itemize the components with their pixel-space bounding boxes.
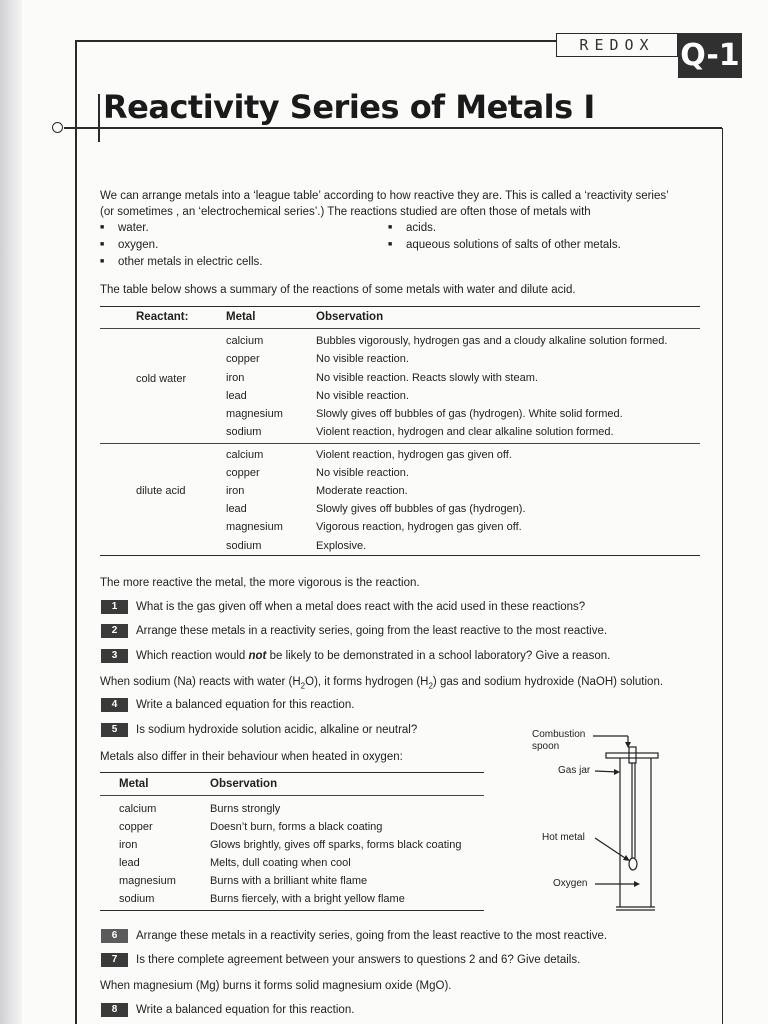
jar-lid: [606, 753, 658, 758]
question-number-4: 4: [101, 698, 128, 712]
table-cell: Explosive.: [316, 540, 367, 552]
title-underline: [64, 127, 722, 129]
table-cell: Burns strongly: [210, 803, 281, 815]
question-3-text-post: be likely to be demonstrated in a school laboratory? Give a reason.: [266, 650, 611, 662]
table-cell: Slowly gives off bubbles of gas (hydrogen). White solid formed.: [316, 408, 623, 420]
question-number-8: 8: [101, 1003, 128, 1017]
intro-line-2: (or sometimes , an ‘electrochemical series’.) The reactions studied are often those of metals with: [100, 206, 591, 218]
table-cell: copper: [119, 821, 153, 833]
table1-reactant-dilute-acid: dilute acid: [136, 485, 186, 497]
question-3-text-pre: Which reaction would: [136, 650, 249, 662]
bullet-cells: ■ other metals in electric cells.: [118, 254, 262, 270]
table-cell: Moderate reaction.: [316, 485, 408, 497]
bullet-oxygen: ■ oxygen.: [118, 237, 158, 253]
table-cell: sodium: [226, 426, 262, 438]
sodium-statement-a: When sodium (Na) reacts with water (H: [100, 676, 301, 688]
question-8-text: Write a balanced equation for this reaction.: [136, 1004, 355, 1016]
title-tick-mark: [98, 94, 100, 142]
table-cell: Slowly gives off bubbles of gas (hydrogen).: [316, 503, 526, 515]
table-cell: lead: [226, 503, 247, 515]
table1-reactant-cold-water: cold water: [136, 373, 187, 385]
table-cell: No visible reaction. Reacts slowly with steam.: [316, 372, 538, 384]
table1-header-metal: Metal: [226, 311, 256, 323]
table2-header-rule: [100, 795, 484, 796]
question-number-6: 6: [101, 929, 128, 943]
arrowhead-oxygen: [634, 881, 640, 887]
question-number-3: 3: [101, 649, 128, 663]
question-number-2: 2: [101, 624, 128, 638]
table1-group-rule: [100, 443, 700, 444]
question-7-text: Is there complete agreement between your answers to questions 2 and 6? Give details.: [136, 954, 581, 966]
sodium-statement-sub2: 2: [428, 681, 433, 691]
spoon-bowl: [629, 858, 637, 870]
label-gas-jar: Gas jar: [558, 765, 591, 776]
frame-right-rule: [722, 128, 723, 1024]
table-cell: iron: [226, 485, 245, 497]
spoon-top: [629, 747, 636, 763]
table-cell: magnesium: [226, 408, 283, 420]
table-cell: Violent reaction, hydrogen and clear alkaline solution formed.: [316, 426, 614, 438]
frame-top-rule: [75, 40, 556, 42]
sodium-statement-c: ) gas and sodium hydroxide (NaOH) solution.: [432, 676, 664, 688]
label-oxygen: Oxygen: [553, 878, 588, 889]
question-6-text: Arrange these metals in a reactivity series, going from the least reactive to the most reactive.: [136, 930, 608, 942]
arrow-hot-metal: [595, 838, 628, 860]
table-cell: Glows brightly, gives off sparks, forms black coating: [210, 839, 462, 851]
table2-header-observation: Observation: [210, 778, 278, 790]
table-cell: Burns with a brilliant white flame: [210, 875, 368, 887]
table-cell: iron: [119, 839, 138, 851]
table-cell: magnesium: [119, 875, 176, 887]
table-cell: magnesium: [226, 521, 283, 533]
table-cell: Violent reaction, hydrogen gas given off.: [316, 449, 512, 461]
table-cell: Burns fiercely, with a bright yellow flame: [210, 893, 405, 905]
table-cell: copper: [226, 353, 260, 365]
table-cell: No visible reaction.: [316, 353, 409, 365]
question-code-badge: Q-1: [678, 33, 742, 78]
question-3-text: [136, 649, 610, 663]
table-cell: calcium: [226, 335, 264, 347]
question-1-text: What is the gas given off when a metal does react with the acid used in these reactions?: [136, 601, 586, 613]
table-cell: lead: [119, 857, 140, 869]
table-cell: Bubbles vigorously, hydrogen gas and a cloudy alkaline solution formed.: [316, 335, 668, 347]
gas-jar-diagram: [520, 720, 680, 920]
table1-header-observation: Observation: [316, 311, 384, 323]
sodium-statement: [100, 674, 663, 694]
table-cell: calcium: [226, 449, 264, 461]
label-spoon: spoon: [532, 741, 560, 752]
label-combustion: Combustion: [532, 729, 586, 740]
bullet-salts: ■ aqueous solutions of salts of other metals.: [406, 237, 621, 253]
question-number-7: 7: [101, 953, 128, 967]
sodium-statement-sub1: 2: [300, 681, 306, 691]
bullet-acids: ■ acids.: [406, 220, 436, 236]
table-cell: lead: [226, 390, 247, 402]
question-number-5: 5: [101, 723, 128, 737]
intro-line-1: We can arrange metals into a ‘league table’ according to how reactive they are. This is called a ‘reactivity series’: [100, 190, 669, 202]
title-rule-circle: [52, 122, 63, 133]
question-2-text: Arrange these metals in a reactivity series, going from the least reactive to the most reactive.: [136, 625, 608, 637]
magnesium-statement: When magnesium (Mg) burns it forms solid magnesium oxide (MgO).: [100, 980, 452, 992]
page-title: Reactivity Series of Metals I: [103, 88, 595, 126]
arrowhead-gas-jar: [614, 769, 620, 775]
sodium-statement-b: O), it forms hydrogen (H: [305, 676, 429, 688]
table-cell: Doesn’t burn, forms a black coating: [210, 821, 383, 833]
table-cell: Melts, dull coating when cool: [210, 857, 351, 869]
question-number-1: 1: [101, 600, 128, 614]
table-intro: The table below shows a summary of the reactions of some metals with water and dilute acid.: [100, 284, 576, 296]
question-4-text: Write a balanced equation for this reaction.: [136, 699, 355, 711]
table-cell: sodium: [119, 893, 155, 905]
table1-header-reactant: Reactant:: [136, 311, 189, 323]
frame-left-rule: [75, 40, 77, 1024]
reactivity-statement: The more reactive the metal, the more vigorous is the reaction.: [100, 577, 420, 589]
question-5-text: Is sodium hydroxide solution acidic, alkaline or neutral?: [136, 724, 418, 736]
section-tag: REDOX: [556, 33, 678, 57]
table1-bottom-rule: [100, 555, 700, 556]
table-cell: sodium: [226, 540, 262, 552]
table2-top-rule: [100, 772, 484, 773]
table-cell: No visible reaction.: [316, 390, 409, 402]
table2-bottom-rule: [100, 910, 484, 911]
question-3-emphasis: not: [248, 650, 267, 662]
table-cell: No visible reaction.: [316, 467, 409, 479]
table-cell: calcium: [119, 803, 157, 815]
table2-header-metal: Metal: [119, 778, 149, 790]
bullet-water: ■ water.: [118, 220, 149, 236]
table-cell: iron: [226, 372, 245, 384]
binder-spine: [0, 0, 22, 1024]
table1-top-rule: [100, 306, 700, 307]
table-cell: Vigorous reaction, hydrogen gas given off.: [316, 521, 522, 533]
oxygen-intro: Metals also differ in their behaviour when heated in oxygen:: [100, 751, 403, 763]
label-hot-metal: Hot metal: [542, 832, 585, 843]
table-cell: copper: [226, 467, 260, 479]
table1-header-rule: [100, 328, 700, 329]
